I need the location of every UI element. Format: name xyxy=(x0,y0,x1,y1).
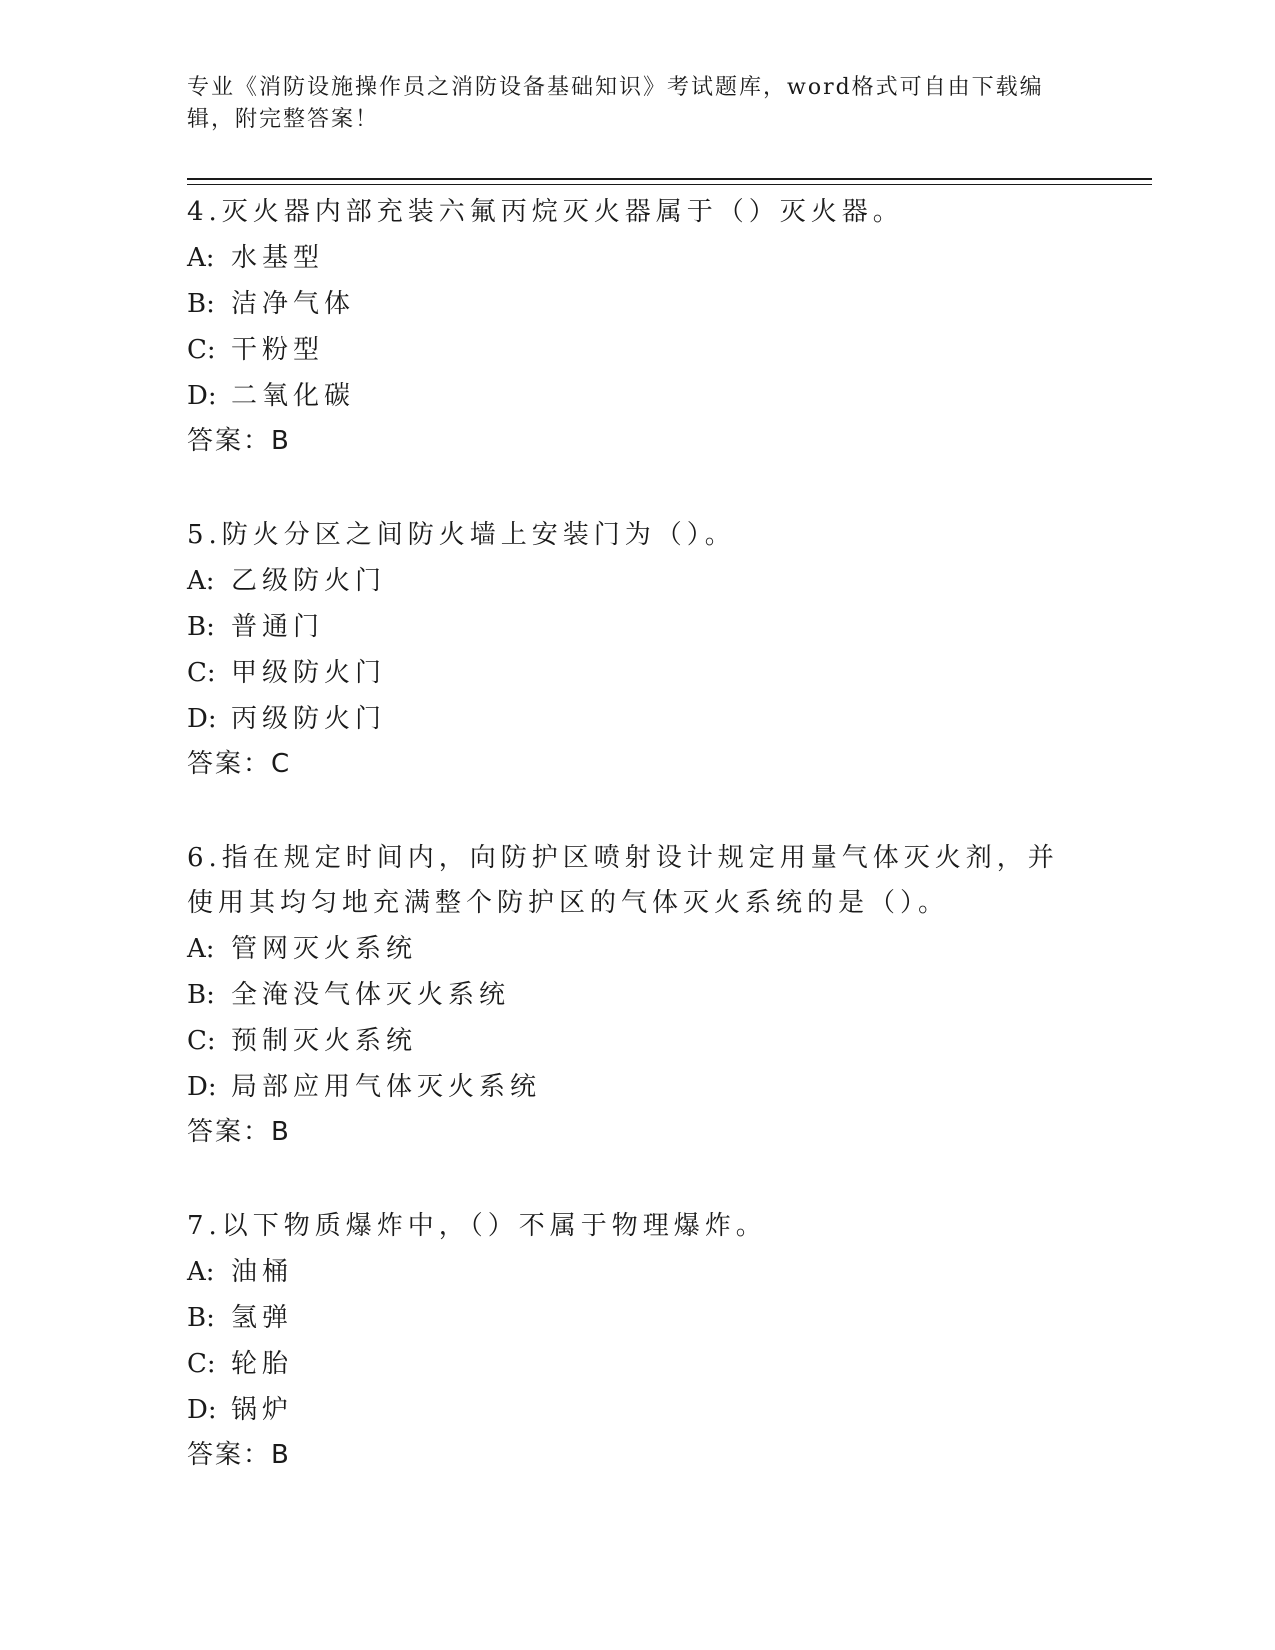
option-text: 二氧化碳 xyxy=(231,381,356,411)
option-letter: A: xyxy=(187,566,215,596)
option-text: 轮胎 xyxy=(231,1349,294,1379)
option-text: 油桶 xyxy=(231,1257,294,1287)
option-letter: D: xyxy=(187,1395,217,1425)
option-text: 丙级防火门 xyxy=(231,704,387,734)
option-letter: C: xyxy=(187,658,216,688)
option-letter: B: xyxy=(187,980,215,1010)
option-a xyxy=(187,926,1087,972)
option-d xyxy=(187,373,1087,419)
option-letter: D: xyxy=(187,381,217,411)
question-6 xyxy=(187,836,1087,1154)
option-d xyxy=(187,1064,1087,1110)
option-text: 预制灭火系统 xyxy=(231,1026,418,1056)
option-b xyxy=(187,281,1087,327)
option-text: 锅炉 xyxy=(231,1395,294,1425)
option-a xyxy=(187,1249,1087,1295)
question-stem: 6.指在规定时间内，向防护区喷射设计规定用量气体灭火剂，并使用其均匀地充满整个防护区的气体灭火系统的是（）。 xyxy=(187,843,1059,918)
question-stem: 7.以下物质爆炸中，（）不属于物理爆炸。 xyxy=(187,1211,767,1241)
answer-line: 答案：C xyxy=(187,749,292,779)
option-a xyxy=(187,558,1087,604)
option-text: 普通门 xyxy=(231,612,325,642)
option-letter: D: xyxy=(187,1072,217,1102)
option-text: 局部应用气体灭火系统 xyxy=(231,1072,542,1102)
question-7 xyxy=(187,1204,1087,1477)
option-letter: B: xyxy=(187,1303,215,1333)
option-b xyxy=(187,1295,1087,1341)
option-letter: B: xyxy=(187,289,215,319)
option-text: 水基型 xyxy=(231,243,325,273)
option-a xyxy=(187,235,1087,281)
answer-line: 答案：B xyxy=(187,426,291,456)
answer-line: 答案：B xyxy=(187,1117,291,1147)
option-c xyxy=(187,650,1087,696)
header-divider-thick xyxy=(187,178,1152,180)
option-d xyxy=(187,696,1087,742)
header-divider-thin xyxy=(187,184,1152,185)
option-letter: A: xyxy=(187,1257,215,1287)
header-note: 专业《消防设施操作员之消防设备基础知识》考试题库，word格式可自由下载编辑，附完整答案！ xyxy=(187,75,1044,132)
option-text: 乙级防火门 xyxy=(231,566,387,596)
option-text: 干粉型 xyxy=(231,335,325,365)
option-letter: A: xyxy=(187,934,215,964)
option-c xyxy=(187,1018,1087,1064)
option-text: 洁净气体 xyxy=(231,289,356,319)
answer-line: 答案：B xyxy=(187,1440,291,1470)
question-4 xyxy=(187,190,1087,463)
option-letter: C: xyxy=(187,335,216,365)
question-list xyxy=(187,190,1087,1527)
option-text: 管网灭火系统 xyxy=(231,934,418,964)
option-d xyxy=(187,1387,1087,1433)
question-5 xyxy=(187,513,1087,786)
option-text: 氢弹 xyxy=(231,1303,294,1333)
question-stem: 5.防火分区之间防火墙上安装门为（）。 xyxy=(187,520,736,550)
option-letter: C: xyxy=(187,1026,216,1056)
option-b xyxy=(187,604,1087,650)
option-b xyxy=(187,972,1087,1018)
option-letter: A: xyxy=(187,243,215,273)
option-text: 全淹没气体灭火系统 xyxy=(231,980,511,1010)
option-c xyxy=(187,327,1087,373)
option-letter: C: xyxy=(187,1349,216,1379)
option-c xyxy=(187,1341,1087,1387)
option-letter: B: xyxy=(187,612,215,642)
option-text: 甲级防火门 xyxy=(231,658,387,688)
option-letter: D: xyxy=(187,704,217,734)
question-stem: 4.灭火器内部充装六氟丙烷灭火器属于（）灭火器。 xyxy=(187,197,904,227)
